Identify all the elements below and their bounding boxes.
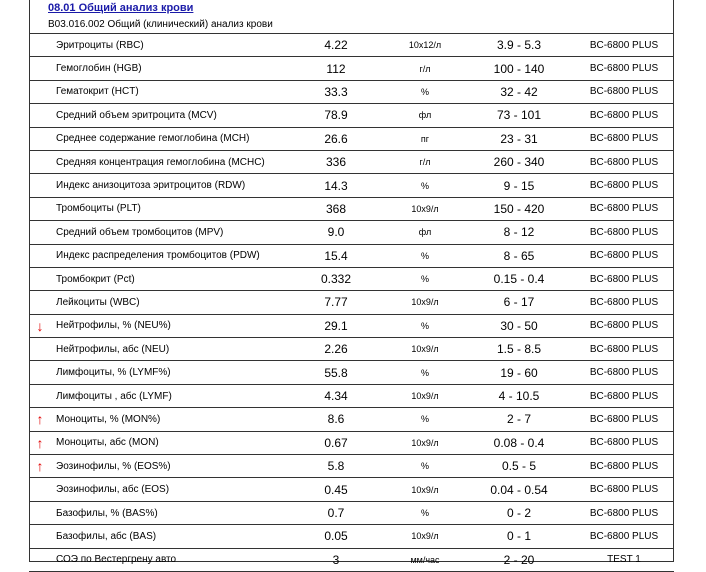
- analyzer-device: BC-6800 PLUS: [574, 431, 674, 454]
- abnormal-flag-icon: ↑: [29, 408, 51, 431]
- reference-range: 0.15 - 0.4: [464, 267, 574, 290]
- table-row: [29, 80, 674, 103]
- table-row: [29, 501, 674, 524]
- test-value: 368: [286, 197, 386, 220]
- test-unit: %: [386, 80, 464, 103]
- test-unit: %: [386, 244, 464, 267]
- table-row: [29, 174, 674, 197]
- test-name: Лимфоциты , абс (LYMF): [51, 384, 286, 407]
- abnormal-flag-icon: [29, 338, 51, 361]
- test-name: Гемоглобин (HGB): [51, 57, 286, 80]
- test-name: СОЭ по Вестергрену авто: [51, 548, 286, 571]
- table-row: [29, 361, 674, 384]
- test-unit: г/л: [386, 150, 464, 173]
- table-row: [29, 455, 674, 478]
- abnormal-flag-icon: [29, 57, 51, 80]
- reference-range: 0.08 - 0.4: [464, 431, 574, 454]
- test-unit: %: [386, 455, 464, 478]
- section-title-link[interactable]: 08.01 Общий анализ крови: [48, 2, 194, 14]
- test-name: Гематокрит (HCT): [51, 80, 286, 103]
- test-unit: 10x12/л: [386, 34, 464, 57]
- test-value: 2.26: [286, 338, 386, 361]
- test-name: Средний объем тромбоцитов (MPV): [51, 221, 286, 244]
- analyzer-device: BC-6800 PLUS: [574, 174, 674, 197]
- test-name: Средний объем эритроцита (MCV): [51, 104, 286, 127]
- analyzer-device: BC-6800 PLUS: [574, 221, 674, 244]
- test-name: Тромбоциты (PLT): [51, 197, 286, 220]
- test-unit: 10x9/л: [386, 291, 464, 314]
- test-value: 0.332: [286, 267, 386, 290]
- test-unit: 10x9/л: [386, 338, 464, 361]
- analyzer-device: BC-6800 PLUS: [574, 408, 674, 431]
- test-value: 9.0: [286, 221, 386, 244]
- results-body: [29, 34, 674, 571]
- test-value: 4.22: [286, 34, 386, 57]
- analyzer-device: BC-6800 PLUS: [574, 34, 674, 57]
- test-unit: %: [386, 408, 464, 431]
- test-name: Тромбокрит (Pct): [51, 267, 286, 290]
- test-value: 0.67: [286, 431, 386, 454]
- test-name: Индекс распределения тромбоцитов (PDW): [51, 244, 286, 267]
- abnormal-flag-icon: [29, 384, 51, 407]
- reference-range: 4 - 10.5: [464, 384, 574, 407]
- test-name: Моноциты, абс (MON): [51, 431, 286, 454]
- table-row: [29, 548, 674, 571]
- analyzer-device: BC-6800 PLUS: [574, 197, 674, 220]
- abnormal-flag-icon: [29, 127, 51, 150]
- abnormal-flag-icon: [29, 291, 51, 314]
- table-row: [29, 431, 674, 454]
- analyzer-device: BC-6800 PLUS: [574, 525, 674, 548]
- analyzer-device: BC-6800 PLUS: [574, 361, 674, 384]
- analyzer-device: BC-6800 PLUS: [574, 384, 674, 407]
- analyzer-device: BC-6800 PLUS: [574, 150, 674, 173]
- table-row: [29, 244, 674, 267]
- reference-range: 8 - 65: [464, 244, 574, 267]
- test-value: 7.77: [286, 291, 386, 314]
- analyzer-device: BC-6800 PLUS: [574, 314, 674, 337]
- analyzer-device: BC-6800 PLUS: [574, 127, 674, 150]
- test-name: Лейкоциты (WBC): [51, 291, 286, 314]
- reference-range: 1.5 - 8.5: [464, 338, 574, 361]
- reference-range: 9 - 15: [464, 174, 574, 197]
- analyzer-device: BC-6800 PLUS: [574, 57, 674, 80]
- test-name: Лимфоциты, % (LYMF%): [51, 361, 286, 384]
- table-row: [29, 57, 674, 80]
- table-row: [29, 267, 674, 290]
- reference-range: 73 - 101: [464, 104, 574, 127]
- table-row: [29, 34, 674, 57]
- test-unit: 10x9/л: [386, 384, 464, 407]
- test-name: Индекс анизоцитоза эритроцитов (RDW): [51, 174, 286, 197]
- test-unit: пг: [386, 127, 464, 150]
- reference-range: 0 - 1: [464, 525, 574, 548]
- abnormal-flag-icon: [29, 244, 51, 267]
- test-value: 112: [286, 57, 386, 80]
- test-value: 55.8: [286, 361, 386, 384]
- test-value: 5.8: [286, 455, 386, 478]
- reference-range: 23 - 31: [464, 127, 574, 150]
- test-value: 29.1: [286, 314, 386, 337]
- analyzer-device: BC-6800 PLUS: [574, 455, 674, 478]
- table-row: [29, 104, 674, 127]
- abnormal-flag-icon: [29, 221, 51, 244]
- test-value: 14.3: [286, 174, 386, 197]
- test-unit: %: [386, 314, 464, 337]
- abnormal-flag-icon: [29, 174, 51, 197]
- reference-range: 6 - 17: [464, 291, 574, 314]
- test-name: Эозинофилы, абс (EOS): [51, 478, 286, 501]
- test-unit: 10x9/л: [386, 431, 464, 454]
- reference-range: 150 - 420: [464, 197, 574, 220]
- analyzer-device: BC-6800 PLUS: [574, 267, 674, 290]
- table-row: [29, 197, 674, 220]
- abnormal-flag-icon: ↑: [29, 455, 51, 478]
- abnormal-flag-icon: ↓: [29, 314, 51, 337]
- abnormal-flag-icon: [29, 501, 51, 524]
- abnormal-flag-icon: [29, 478, 51, 501]
- test-name: Базофилы, абс (BAS): [51, 525, 286, 548]
- reference-range: 100 - 140: [464, 57, 574, 80]
- test-unit: %: [386, 267, 464, 290]
- test-name: Эритроциты (RBC): [51, 34, 286, 57]
- reference-range: 32 - 42: [464, 80, 574, 103]
- test-unit: 10x9/л: [386, 478, 464, 501]
- test-value: 336: [286, 150, 386, 173]
- abnormal-flag-icon: [29, 150, 51, 173]
- table-row: [29, 338, 674, 361]
- reference-range: 30 - 50: [464, 314, 574, 337]
- analyzer-device: BC-6800 PLUS: [574, 291, 674, 314]
- test-value: 4.34: [286, 384, 386, 407]
- test-value: 26.6: [286, 127, 386, 150]
- table-row: [29, 314, 674, 337]
- test-value: 3: [286, 548, 386, 571]
- test-value: 78.9: [286, 104, 386, 127]
- reference-range: 19 - 60: [464, 361, 574, 384]
- test-name: Базофилы, % (BAS%): [51, 501, 286, 524]
- abnormal-flag-icon: ↑: [29, 431, 51, 454]
- analyzer-device: BC-6800 PLUS: [574, 338, 674, 361]
- test-unit: %: [386, 361, 464, 384]
- test-unit: фл: [386, 221, 464, 244]
- section-subtitle: B03.016.002 Общий (клинический) анализ крови: [48, 19, 273, 30]
- test-name: Средняя концентрация гемоглобина (MCHC): [51, 150, 286, 173]
- reference-range: 3.9 - 5.3: [464, 34, 574, 57]
- reference-range: 0.5 - 5: [464, 455, 574, 478]
- test-value: 8.6: [286, 408, 386, 431]
- abnormal-flag-icon: [29, 361, 51, 384]
- test-name: Нейтрофилы, % (NEU%): [51, 314, 286, 337]
- table-row: [29, 221, 674, 244]
- test-value: 15.4: [286, 244, 386, 267]
- test-value: 0.45: [286, 478, 386, 501]
- results-table: [29, 34, 674, 572]
- test-unit: мм/час: [386, 548, 464, 571]
- table-row: [29, 291, 674, 314]
- analyzer-device: BC-6800 PLUS: [574, 244, 674, 267]
- table-row: [29, 408, 674, 431]
- test-name: Моноциты, % (MON%): [51, 408, 286, 431]
- analyzer-device: BC-6800 PLUS: [574, 104, 674, 127]
- analyzer-device: BC-6800 PLUS: [574, 478, 674, 501]
- abnormal-flag-icon: [29, 267, 51, 290]
- test-unit: 10x9/л: [386, 197, 464, 220]
- test-name: Среднее содержание гемоглобина (MCH): [51, 127, 286, 150]
- table-row: [29, 127, 674, 150]
- test-name: Эозинофилы, % (EOS%): [51, 455, 286, 478]
- reference-range: 2 - 20: [464, 548, 574, 571]
- test-unit: %: [386, 174, 464, 197]
- test-name: Нейтрофилы, абс (NEU): [51, 338, 286, 361]
- abnormal-flag-icon: [29, 104, 51, 127]
- abnormal-flag-icon: [29, 34, 51, 57]
- analyzer-device: TEST 1: [574, 548, 674, 571]
- table-row: [29, 384, 674, 407]
- test-unit: %: [386, 501, 464, 524]
- test-unit: 10x9/л: [386, 525, 464, 548]
- abnormal-flag-icon: [29, 548, 51, 571]
- reference-range: 0.04 - 0.54: [464, 478, 574, 501]
- test-value: 33.3: [286, 80, 386, 103]
- reference-range: 2 - 7: [464, 408, 574, 431]
- table-row: [29, 150, 674, 173]
- table-row: [29, 525, 674, 548]
- test-unit: г/л: [386, 57, 464, 80]
- abnormal-flag-icon: [29, 197, 51, 220]
- test-value: 0.7: [286, 501, 386, 524]
- abnormal-flag-icon: [29, 80, 51, 103]
- abnormal-flag-icon: [29, 525, 51, 548]
- test-unit: фл: [386, 104, 464, 127]
- table-row: [29, 478, 674, 501]
- reference-range: 260 - 340: [464, 150, 574, 173]
- analyzer-device: BC-6800 PLUS: [574, 501, 674, 524]
- analyzer-device: BC-6800 PLUS: [574, 80, 674, 103]
- reference-range: 8 - 12: [464, 221, 574, 244]
- reference-range: 0 - 2: [464, 501, 574, 524]
- test-value: 0.05: [286, 525, 386, 548]
